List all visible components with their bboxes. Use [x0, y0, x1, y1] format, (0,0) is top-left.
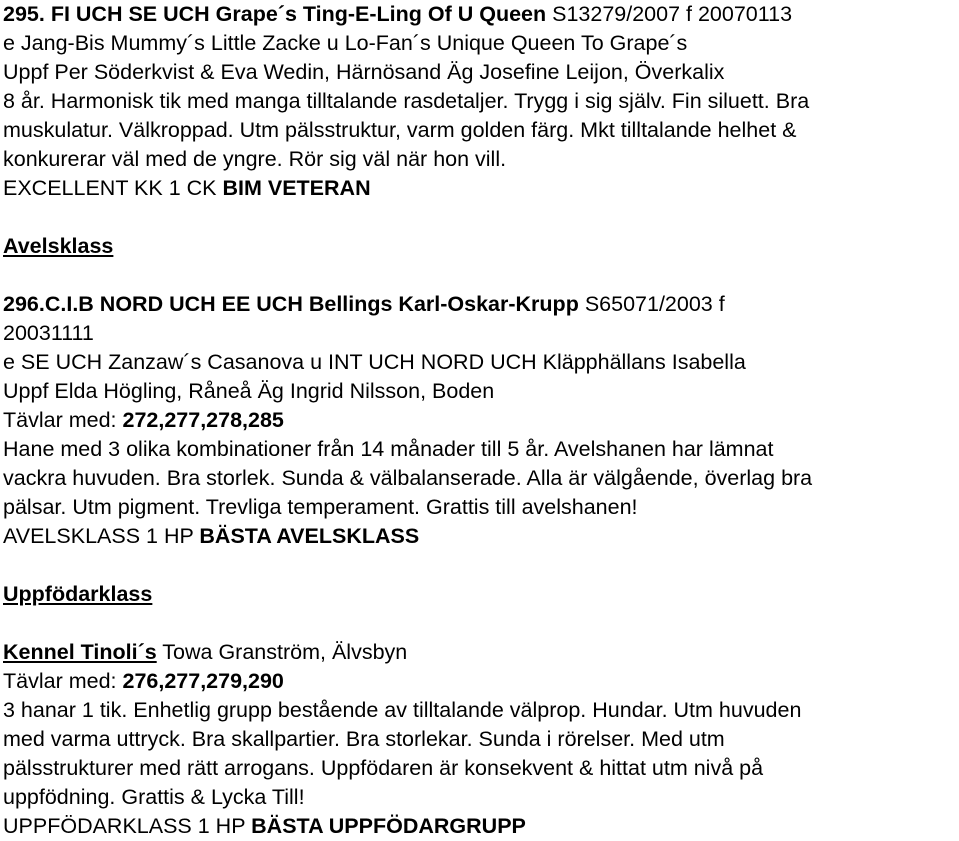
spacer	[3, 551, 957, 580]
kennel-result	[3, 812, 957, 841]
entry-296-competes	[3, 406, 957, 435]
entry-295-breeder: Uppf Per Söderkvist & Eva Wedin, Härnösand Äg Josefine Leijon, Överkalix	[3, 60, 725, 84]
kennel-result-grade: UPPFÖDARKLASS 1 HP	[3, 814, 252, 838]
document-page	[3, 0, 957, 841]
entry-296-critique-1: Hane med 3 olika kombinationer från 14 månader till 5 år. Avelshanen har lämnat	[3, 437, 774, 461]
entry-295-result-award: BIM VETERAN	[222, 176, 371, 200]
spacer	[3, 203, 957, 232]
entry-296-name: 296.C.I.B NORD UCH EE UCH Bellings Karl-Oskar-Krupp	[3, 292, 579, 316]
entry-296-parents: e SE UCH Zanzaw´s Casanova u INT UCH NORD UCH Kläpphällans Isabella	[3, 350, 746, 374]
entry-296-title	[3, 290, 957, 319]
entry-295-parents: e Jang-Bis Mummy´s Little Zacke u Lo-Fan´s Unique Queen To Grape´s	[3, 31, 688, 55]
kennel-result-award: BÄSTA UPPFÖDARGRUPP	[251, 814, 526, 838]
entry-296-result-grade: AVELSKLASS 1 HP	[3, 524, 200, 548]
entry-296-result	[3, 522, 957, 551]
entry-296-critique-3: pälsar. Utm pigment. Trevliga temperament. Grattis till avelshanen!	[3, 495, 638, 519]
entry-295-result	[3, 174, 957, 203]
entry-295-critique-3: konkurerar väl med de yngre. Rör sig väl när hon vill.	[3, 147, 507, 171]
kennel-name: Kennel Tinoli´s	[3, 640, 157, 664]
entry-295-title	[3, 0, 957, 29]
kennel-competes-label: Tävlar med:	[3, 669, 123, 693]
entry-296-competes-numbers: 272,277,278,285	[122, 408, 284, 432]
kennel-competes	[3, 667, 957, 696]
entry-296-dob: 20031111	[3, 321, 94, 345]
kennel-critique-4: uppfödning. Grattis & Lycka Till!	[3, 785, 305, 809]
entry-295-result-grade: EXCELLENT KK 1 CK	[3, 176, 223, 200]
entry-296-competes-label: Tävlar med:	[3, 408, 123, 432]
entry-296-result-award: BÄSTA AVELSKLASS	[199, 524, 420, 548]
entry-295-regnr: S13279/2007 f 20070113	[546, 2, 793, 26]
entry-295-name: 295. FI UCH SE UCH Grape´s Ting-E-Ling Of U Queen	[3, 2, 547, 26]
kennel-critique-1: 3 hanar 1 tik. Enhetlig grupp bestående av tilltalande välprop. Hundar. Utm huvuden	[3, 698, 802, 722]
section-heading-uppfodarklass: Uppfödarklass	[3, 582, 153, 606]
kennel-owner: Towa Granström, Älvsbyn	[156, 640, 408, 664]
entry-296-breeder: Uppf Elda Högling, Råneå Äg Ingrid Nilsson, Boden	[3, 379, 495, 403]
section-heading-avelsklass: Avelsklass	[3, 234, 114, 258]
kennel-competes-numbers: 276,277,279,290	[122, 669, 284, 693]
spacer	[3, 261, 957, 290]
entry-296-regnr: S65071/2003 f	[578, 292, 725, 316]
entry-295-critique-2: muskulatur. Välkroppad. Utm pälsstruktur, varm golden färg. Mkt tilltalande helhet &	[3, 118, 797, 142]
spacer	[3, 609, 957, 638]
kennel-critique-3: pälsstrukturer med rätt arrogans. Uppfödaren är konsekvent & hittat utm nivå på	[3, 756, 764, 780]
entry-296-critique-2: vackra huvuden. Bra storlek. Sunda & välbalanserade. Alla är välgående, överlag bra	[3, 466, 813, 490]
kennel-critique-2: med varma uttryck. Bra skallpartier. Bra storlekar. Sunda i rörelser. Med utm	[3, 727, 725, 751]
kennel-title	[3, 638, 957, 667]
entry-295-critique-1: 8 år. Harmonisk tik med manga tilltalande rasdetaljer. Trygg i sig själv. Fin siluett. Bra	[3, 89, 810, 113]
